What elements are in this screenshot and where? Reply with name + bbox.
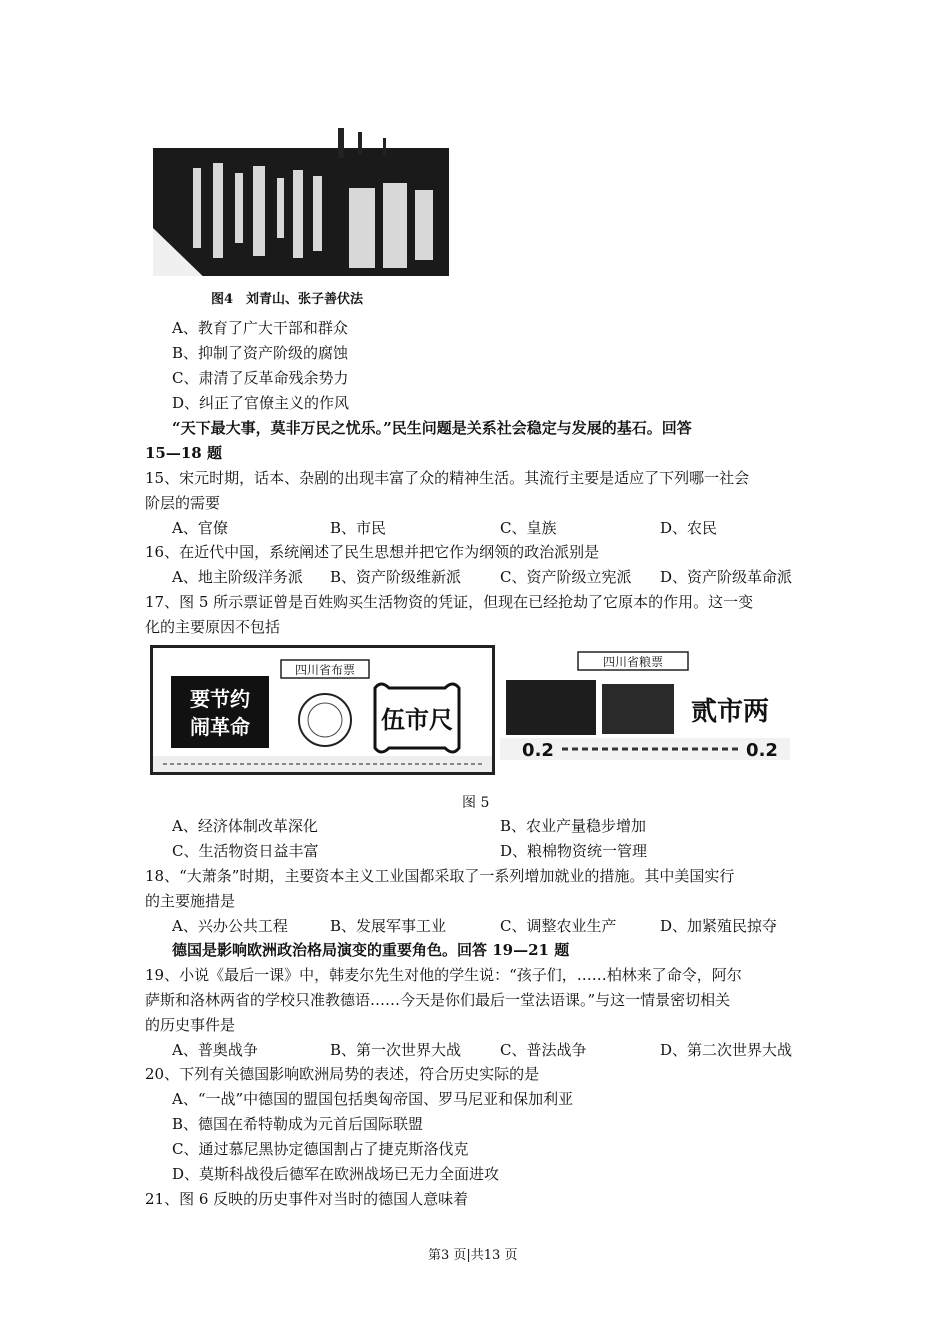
q17-stem-line2: 化的主要原因不包括 [145,618,281,636]
q18-option-a: A、兴办公共工程 [172,917,288,935]
figure5-grain-coupon [500,650,790,765]
q15-option-a: A、官僚 [172,519,228,537]
q16-stem: 16、在近代中国，系统阐述了民生思想并把它作为纲领的政治派别是 [145,543,600,561]
q19-option-a: A、普奥战争 [172,1041,258,1059]
q18-option-d: D、加紧殖民掠夺 [660,917,778,935]
grain-coupon-value: 贰市两 [690,697,770,727]
q19-option-c: C、普法战争 [500,1041,587,1059]
q17-option-d: D、粮棉物资统一管理 [500,842,648,860]
cloth-coupon-slogan1: 要节约 [190,687,250,711]
q14-option-a: A、教育了广大干部和群众 [172,319,348,337]
q19-option-d: D、第二次世界大战 [660,1041,793,1059]
q19-stem-line1: 19、小说《最后一课》中，韩麦尔先生对他的学生说：“孩子们，……柏林来了命令，阿尔 [145,966,742,984]
q20-stem: 20、下列有关德国影响欧洲局势的表述，符合历史实际的是 [145,1065,540,1083]
intro-15-18-line1: “天下最大事，莫非万民之忧乐。”民生问题是关系社会稳定与发展的基石。回答 [172,419,692,437]
q15-stem-line1: 15、宋元时期，话本、杂剧的出现丰富了众的精神生活。其流行主要是适应了下列哪一社会 [145,469,750,487]
intro-19-21: 德国是影响欧洲政治格局演变的重要角色。回答 19—21 题 [172,941,570,959]
q15-stem-line2: 阶层的需要 [145,494,221,512]
q21-stem: 21、图 6 反映的历史事件对当时的德国人意味着 [145,1190,469,1208]
q20-option-d: D、莫斯科战役后德军在欧洲战场已无力全面进攻 [172,1165,500,1183]
q18-stem-line2: 的主要施措是 [145,892,236,910]
q18-option-b: B、发展军事工业 [330,917,447,935]
q15-option-b: B、市民 [330,519,387,537]
q17-option-c: C、生活物资日益丰富 [172,842,319,860]
q16-option-c: C、资产阶级立宪派 [500,568,632,586]
q19-stem-line2: 萨斯和洛林两省的学校只准教德语……今天是你们最后一堂法语课。”与这一情景密切相关 [145,991,731,1009]
figure4-caption: 图4 刘青山、张子善伏法 [211,292,364,307]
grain-coupon-number-left: 0.2 [522,740,554,761]
q20-option-a: A、“一战”中德国的盟国包括奥匈帝国、罗马尼亚和保加利亚 [172,1090,574,1108]
intro-15-18-line2: 15—18 题 [145,444,222,462]
cloth-coupon-value: 伍市尺 [381,706,453,734]
figure4-photo [153,128,449,286]
cloth-coupon-slogan2: 闹革命 [190,715,250,739]
figure5-label: 图 5 [462,795,490,811]
q17-stem-line1: 17、图 5 所示票证曾是百姓购买生活物资的凭证，但现在已经抢劫了它原本的作用。这一变 [145,593,754,611]
grain-coupon-number-right: 0.2 [746,740,778,761]
q18-option-c: C、调整农业生产 [500,917,617,935]
q19-stem-line3: 的历史事件是 [145,1016,236,1034]
grain-coupon-header: 四川省粮票 [602,655,664,669]
q20-option-b: B、德国在希特勒成为元首后国际联盟 [172,1115,424,1133]
q17-option-a: A、经济体制改革深化 [172,817,318,835]
page-footer: 第3 页|共13 页 [428,1248,518,1263]
q16-option-a: A、地主阶级洋务派 [172,568,303,586]
q14-option-d: D、纠正了官僚主义的作风 [172,394,350,412]
q19-option-b: B、第一次世界大战 [330,1041,462,1059]
cloth-coupon-header: 四川省布票 [294,663,356,677]
q17-option-b: B、农业产量稳步增加 [500,817,647,835]
q16-option-b: B、资产阶级维新派 [330,568,462,586]
q15-option-c: C、皇族 [500,519,557,537]
q14-option-b: B、抑制了资产阶级的腐蚀 [172,344,349,362]
q16-option-d: D、资产阶级革命派 [660,568,793,586]
q15-option-d: D、农民 [660,519,718,537]
q14-option-c: C、肃清了反革命残余势力 [172,369,349,387]
figure5-cloth-coupon [150,645,495,775]
q18-stem-line1: 18、“大萧条”时期，主要资本主义工业国都采取了一系列增加就业的措施。其中美国实行 [145,867,735,885]
q20-option-c: C、通过慕尼黑协定德国割占了捷克斯洛伐克 [172,1140,469,1158]
